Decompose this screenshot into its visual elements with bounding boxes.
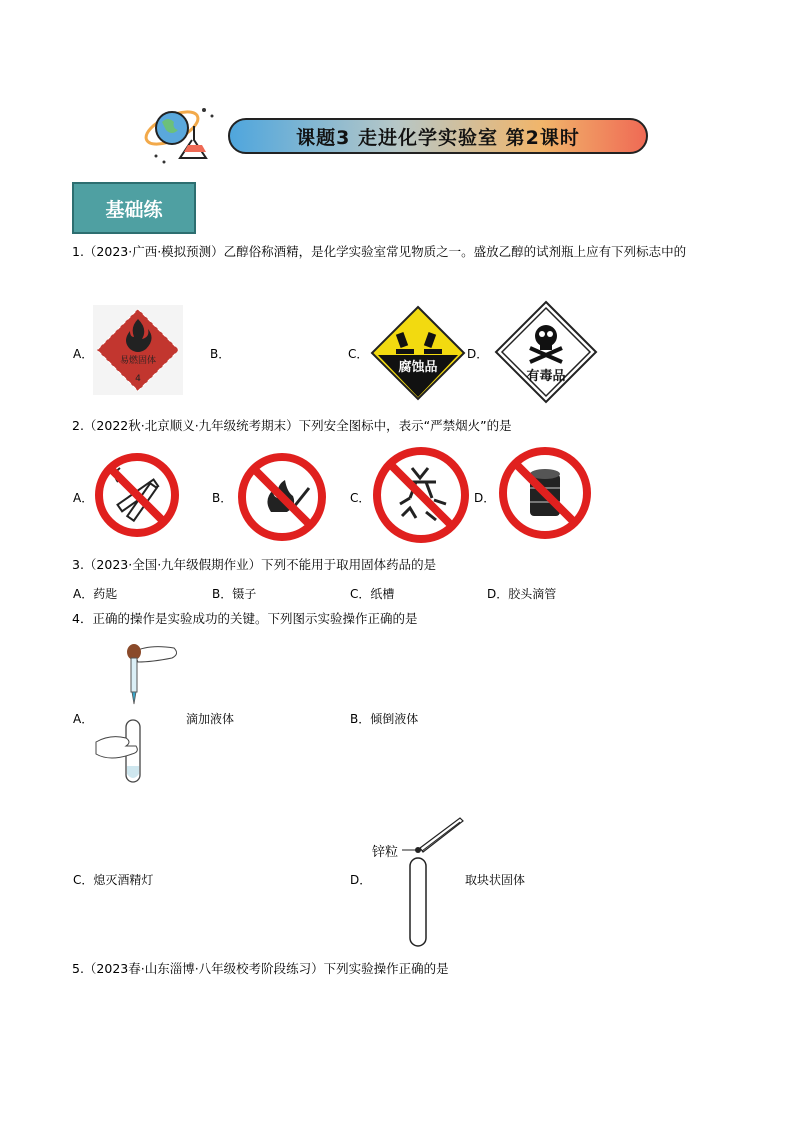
q3-option-a[interactable]: A．药匙 [73, 587, 118, 601]
zinc-tweezers-test-tube-illustration [362, 812, 472, 950]
question-2-text: 2.（2022秋·北京顺义·九年级统考期末）下列安全图标中，表示“严禁烟火”的是 [72, 418, 512, 433]
q3-option-b[interactable]: B．镊子 [212, 587, 257, 601]
q4-option-c-label[interactable]: C．熄灭酒精灯 [73, 873, 154, 887]
q1-option-a-label[interactable]: A． [73, 347, 94, 361]
flammable-solid-sign [93, 305, 183, 395]
corrosive-sign [370, 305, 466, 401]
lab-logo-icon [142, 100, 222, 170]
q3-option-c[interactable]: C．纸槽 [350, 587, 395, 601]
q4-option-b-label[interactable]: B．倾倒液体 [350, 712, 419, 726]
q2-option-d-label[interactable]: D． [474, 491, 496, 505]
q2-option-b-label[interactable]: B． [212, 491, 233, 505]
question-5-text: 5.（2023春·山东淄博·八年级校考阶段练习）下列实验操作正确的是 [72, 961, 449, 976]
question-4-text: 4．正确的操作是实验成功的关键。下列图示实验操作正确的是 [72, 611, 418, 626]
q1-option-b-label[interactable]: B． [210, 347, 231, 361]
toxic-sign [494, 300, 598, 404]
q4-option-d-caption: 取块状固体 [465, 873, 526, 887]
sign-d-text: 有毒品 [526, 369, 566, 384]
lesson-title: 课题3 走进化学实验室 第2课时 [296, 126, 580, 149]
section-tab [72, 182, 196, 234]
q2-option-a-label[interactable]: A． [73, 491, 94, 505]
sign-a-number: 4 [135, 374, 141, 384]
q1-option-c-label[interactable]: C． [348, 347, 369, 361]
dropper-test-tube-illustration [94, 638, 184, 796]
q4-option-d-label[interactable]: D． [350, 873, 372, 887]
no-fireworks-sign [372, 446, 470, 544]
q3-option-d[interactable]: D．胶头滴管 [487, 587, 557, 601]
section-label: 基础练 [105, 198, 163, 221]
zinc-label: 锌粒 [372, 845, 399, 860]
q4-option-a-label[interactable]: A． [73, 712, 94, 726]
no-flammables-sign [498, 446, 592, 540]
question-1-text: 1.（2023·广西·模拟预测）乙醇俗称酒精，是化学实验室常见物质之一。盛放乙醇的试剂瓶上应有下列标志中的 [72, 244, 687, 259]
no-open-flame-sign [237, 452, 327, 542]
sign-a-text: 易燃固体 [119, 356, 157, 366]
lesson-title-banner [228, 118, 648, 154]
q1-option-d-label[interactable]: D． [467, 347, 489, 361]
sign-c-text: 腐蚀品 [398, 360, 438, 375]
no-smoking-sign [94, 452, 180, 538]
q2-option-c-label[interactable]: C． [350, 491, 371, 505]
question-3-text: 3.（2023·全国·九年级假期作业）下列不能用于取用固体药品的是 [72, 557, 437, 572]
q4-option-a-caption: 滴加液体 [186, 712, 235, 726]
